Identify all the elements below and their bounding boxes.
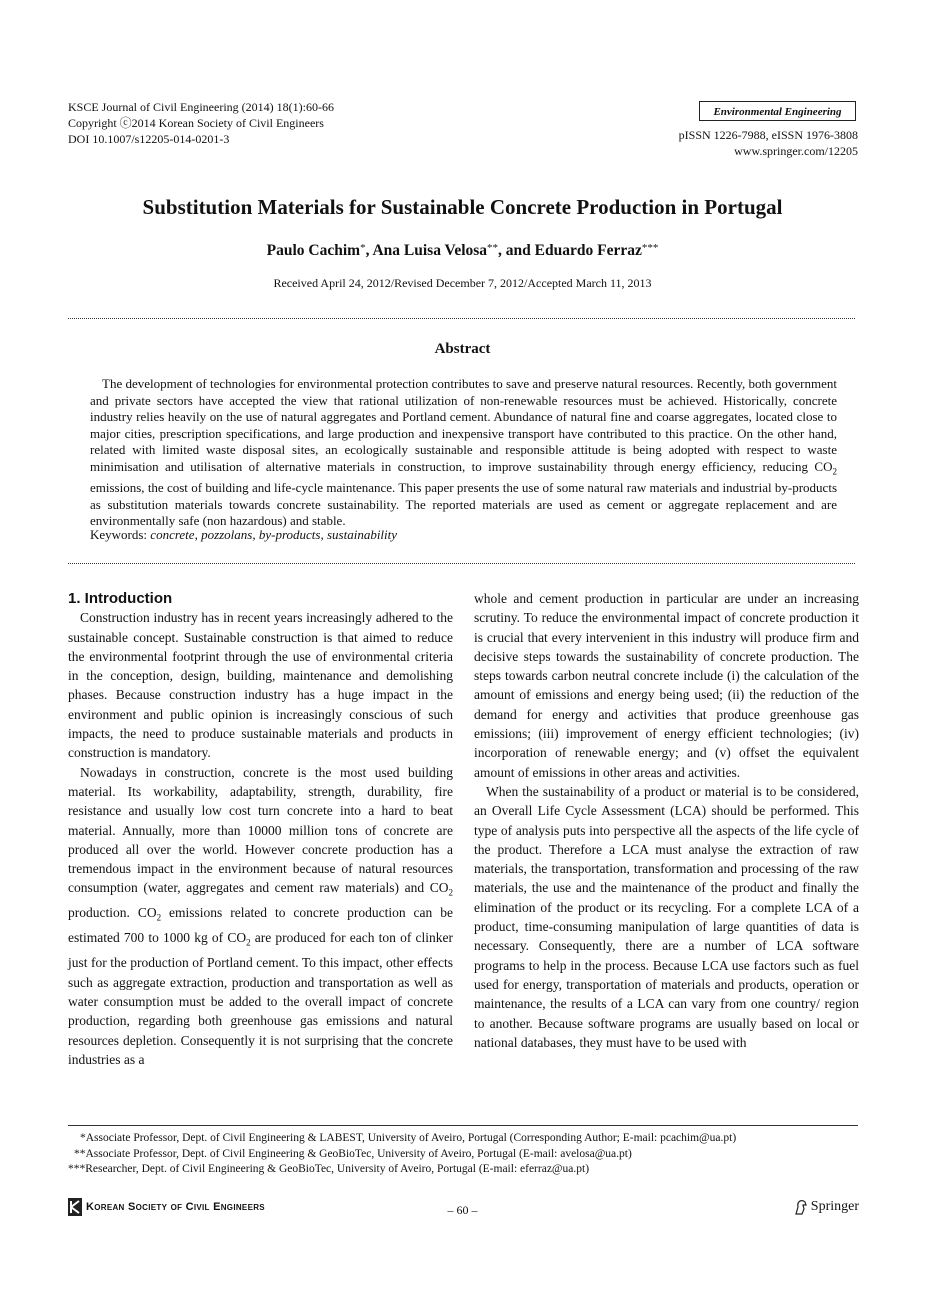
author-mark: *** [641, 242, 659, 254]
paper-title: Substitution Materials for Sustainable Concrete Production in Portugal [142, 195, 783, 219]
abstract-text [90, 376, 837, 530]
paragraph-part: are produced for each ton of clinker just for the production of Portland cement. To this impact, other effects such as aggregate extraction, production and transportation as well as water consumption must be added to the overall impact of concrete production, regarding both greenhouse gas emissions and natural resources depletion. Consequently it is not surprising that the concrete industries as a [68, 930, 454, 1067]
paragraph: whole and cement production in particular are under an increasing scrutiny. To reduce the environmental impact of concrete production it is crucial that every intervenient in this industry will produce firm and decisive steps towards the sustainability of concrete production. The steps towards carbon neutral concrete include (i) the calculation of the amount of emissions and energy being used; (ii) the reduction of the demand for energy and activities that produce greenhouse gas emissions; (iii) improvement of energy efficient technologies; (iv) incorporation of renewable energy; and (v) offset the equivalent amount of emissions in other areas and activities. [474, 591, 859, 780]
paragraph-part: production. CO [68, 905, 157, 921]
body-column-right [474, 589, 859, 1052]
footnote: *Associate Professor, Dept. of Civil Engineering & LABEST, University of Aveiro, Portugal (Corresponding Author; E-mail: pcachim@ua.pt) [80, 1132, 737, 1144]
paragraph: Construction industry has in recent years increasingly adhered to the sustainable concept. Sustainable construction is that aimed to reduce the environmental footprint through the use of environmental criteria in the conception, design, building, maintenance and demolishing phases. Because construction industry has a huge impact in the environment and public opinion is increasingly conscious of such impacts, the need to produce sustainable materials and products in construction is mandatory. [68, 610, 453, 761]
author-name: Eduardo Ferraz [534, 242, 642, 259]
issn-block [679, 127, 858, 159]
paragraph: When the sustainability of a product or material is to be considered, an Overall Life Cycle Assessment (LCA) should be performed. This type of analysis puts into perspective all the aspects of the life cycle of the product. Therefore a LCA must analyse the extraction of raw materials, the transportation, transformation and processing of the raw materials, the use and the maintenance of the product and finally the elimination of the product or its recycling. For a complete LCA of a product, time-consuming manipulation of large quantities of data is necessary. Consequently, there are a number of LCA software programs to help in the process. Because LCA use factors such as fuel used for energy, transportation of materials and products, operation or maintenance, the results of a LCA can vary from one country/ region to another. Because software programs are usually based on local or national databases, they must have to be used with [474, 783, 859, 1050]
keywords-label: Keywords: [90, 527, 148, 542]
footnotes [68, 1131, 736, 1178]
received-dates: Received April 24, 2012/Revised December 7, 2012/Accepted March 11, 2013 [273, 276, 652, 290]
divider [68, 563, 855, 564]
subscript: 2 [832, 466, 837, 477]
author-mark: * [360, 242, 366, 254]
author-separator: , [365, 242, 373, 259]
author-name: Ana Luisa Velosa [372, 242, 488, 259]
subscript: 2 [448, 888, 453, 899]
author-list [0, 242, 925, 260]
paragraph-part: Nowadays in construction, concrete is the most used building material. Its workability, adaptability, strength, durability, fire resistance and usually low cost turn concrete into a hard to beat material. Annually, more than 10000 million tons of concrete are produced all over the world. However concrete production has a tremendous impact in the environment because of natural resources consumption (water, aggregates and cement raw materials) and CO [68, 764, 453, 896]
section-heading: 1. Introduction [68, 590, 173, 607]
subject-badge: Environmental Engineering [699, 101, 856, 121]
copyright-line: Copyright ⓒ2014 Korean Society of Civil Engineers [68, 116, 324, 130]
doi-line: DOI 10.1007/s12205-014-0201-3 [68, 132, 230, 146]
author-name: Paulo Cachim [266, 242, 361, 259]
journal-header [68, 99, 334, 147]
publisher-name: Springer [810, 1199, 859, 1214]
abstract-heading: Abstract [434, 341, 491, 357]
subscript: 2 [246, 938, 251, 949]
paragraph-part: emissions related to concrete production can be estimated 700 to 1000 kg of CO [68, 905, 453, 946]
footnote: ***Researcher, Dept. of Civil Engineering & GeoBioTec, University of Aveiro, Portugal (E-mail: eferraz@ua.pt) [68, 1163, 590, 1175]
issn-line: pISSN 1226-7988, eISSN 1976-3808 [678, 128, 858, 142]
page-number: – 60 – [447, 1203, 478, 1217]
footnote: **Associate Professor, Dept. of Civil Engineering & GeoBioTec, University of Aveiro, Portugal (E-mail: avelosa@ua.pt) [74, 1147, 632, 1160]
keywords-values: concrete, pozzolans, by-products, sustainability [150, 527, 398, 542]
body-column-left [68, 589, 453, 1069]
author-separator: , and [498, 242, 535, 259]
footnote-rule [68, 1125, 858, 1126]
subscript: 2 [156, 913, 162, 924]
keywords [90, 527, 397, 543]
journal-citation: KSCE Journal of Civil Engineering (2014) 18(1):60-66 [68, 100, 334, 114]
publisher-logo [794, 1199, 859, 1215]
journal-url[interactable]: www.springer.com/12205 [734, 144, 858, 158]
paragraph [68, 763, 453, 1070]
divider [68, 318, 855, 319]
abstract-part: The development of technologies for environmental protection contributes to save and preserve natural resources. Recently, both government and private sectors have accepted the view that rational utilization of non-renewable resources must be achieved. Historically, concrete industry relies heavily on the use of natural aggregates and Portland cement. Abundance of natural fine and coarse aggregates, located close to major cities, prescription specifications, and large production and inexpensive transport have contributed to this practice. On the other hand, related with limited waste disposal sites, an ecologically sustainable and responsible attitude is being adopted with respect to waste minimisation and utilisation of alternative materials in construction, to improve sustainability through energy efficiency, reducing CO [90, 376, 837, 474]
springer-horse-icon [794, 1199, 808, 1215]
abstract-part: emissions, the cost of building and life-cycle maintenance. This paper presents the use of some natural raw materials and industrial by-products as substitution materials towards concrete sustainability. The reported materials are used as cement or aggregate replacement and are environmentally safe (non hazardous) and stable. [90, 480, 837, 529]
society-name: Korean Society of Civil Engineers [86, 1201, 265, 1213]
author-mark: ** [487, 242, 499, 254]
